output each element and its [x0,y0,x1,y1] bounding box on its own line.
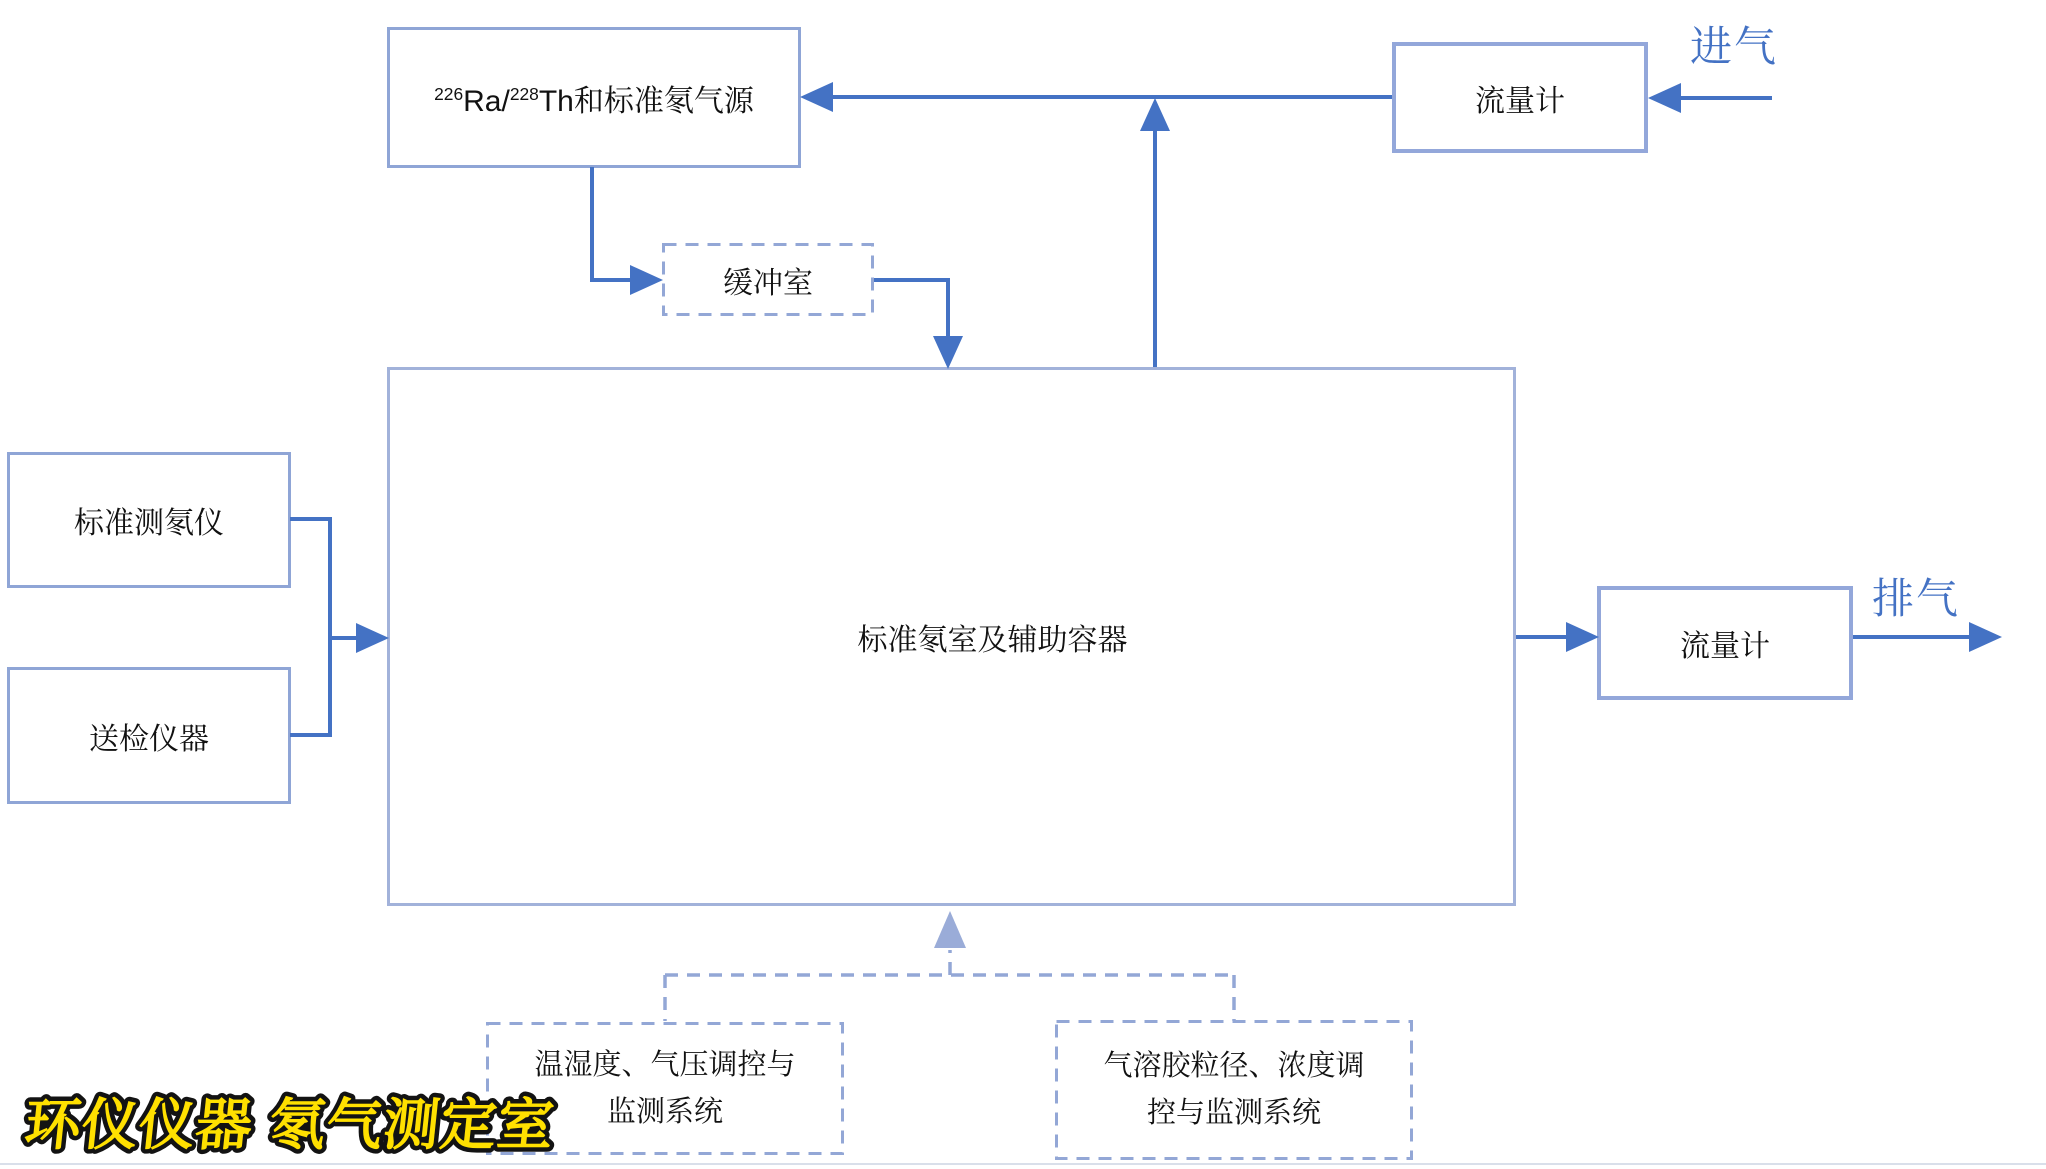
temp-humidity-system-label: 温湿度、气压调控与 监测系统 [534,1048,796,1128]
instruments-merge-line [290,519,330,735]
ra-th-source-box [387,27,801,168]
watermark: 环仪仪器 氡气测定室 [21,1093,558,1156]
monitor-to-chamber-arrow-head [934,911,966,948]
chamber-riser-arrow-head [1140,98,1170,131]
test-instruments-box [7,667,291,804]
watermark-container [12,1078,592,1169]
source-feed-arrow-head [800,82,833,112]
flow-meter-right-box [1597,586,1853,700]
source-to-buffer-line [592,167,631,280]
instruments-to-chamber-arrow-head [356,623,389,653]
aerosol-system-label: 气溶胶粒径、浓度调 控与监测系统 [1103,1050,1365,1129]
chamber-to-flowmeter-arrow-head [1566,622,1599,652]
standard-radon-meter-box [7,452,291,588]
inlet-label: 进气 [1690,23,1779,70]
radon-chamber-box [387,367,1516,906]
buffer-to-chamber-line [874,280,948,337]
source-to-buffer-arrow-head [630,265,663,295]
aerosol-system-box [1055,1020,1413,1160]
radon-chamber-label: 标准氡室及辅助容器 [857,623,1128,657]
buffer-to-chamber-arrow-head [933,336,963,369]
test-instruments-label: 送检仪器 [89,722,209,756]
flow-meter-top-label: 流量计 [1475,84,1565,118]
flow-meter-top-box [1392,42,1648,153]
standard-radon-meter-label: 标准测氡仪 [74,507,224,540]
flow-meter-right-label: 流量计 [1680,630,1770,663]
buffer-room-label: 缓冲室 [723,266,813,300]
outlet-label: 排气 [1872,575,1961,622]
exhaust-arrow-head [1969,622,2002,652]
inlet-arrow-head [1648,83,1681,113]
ra-th-source-label: $^{226}$Ra/$^{228}$Th和标准氡气源 [434,83,754,118]
buffer-room-box [662,243,874,316]
